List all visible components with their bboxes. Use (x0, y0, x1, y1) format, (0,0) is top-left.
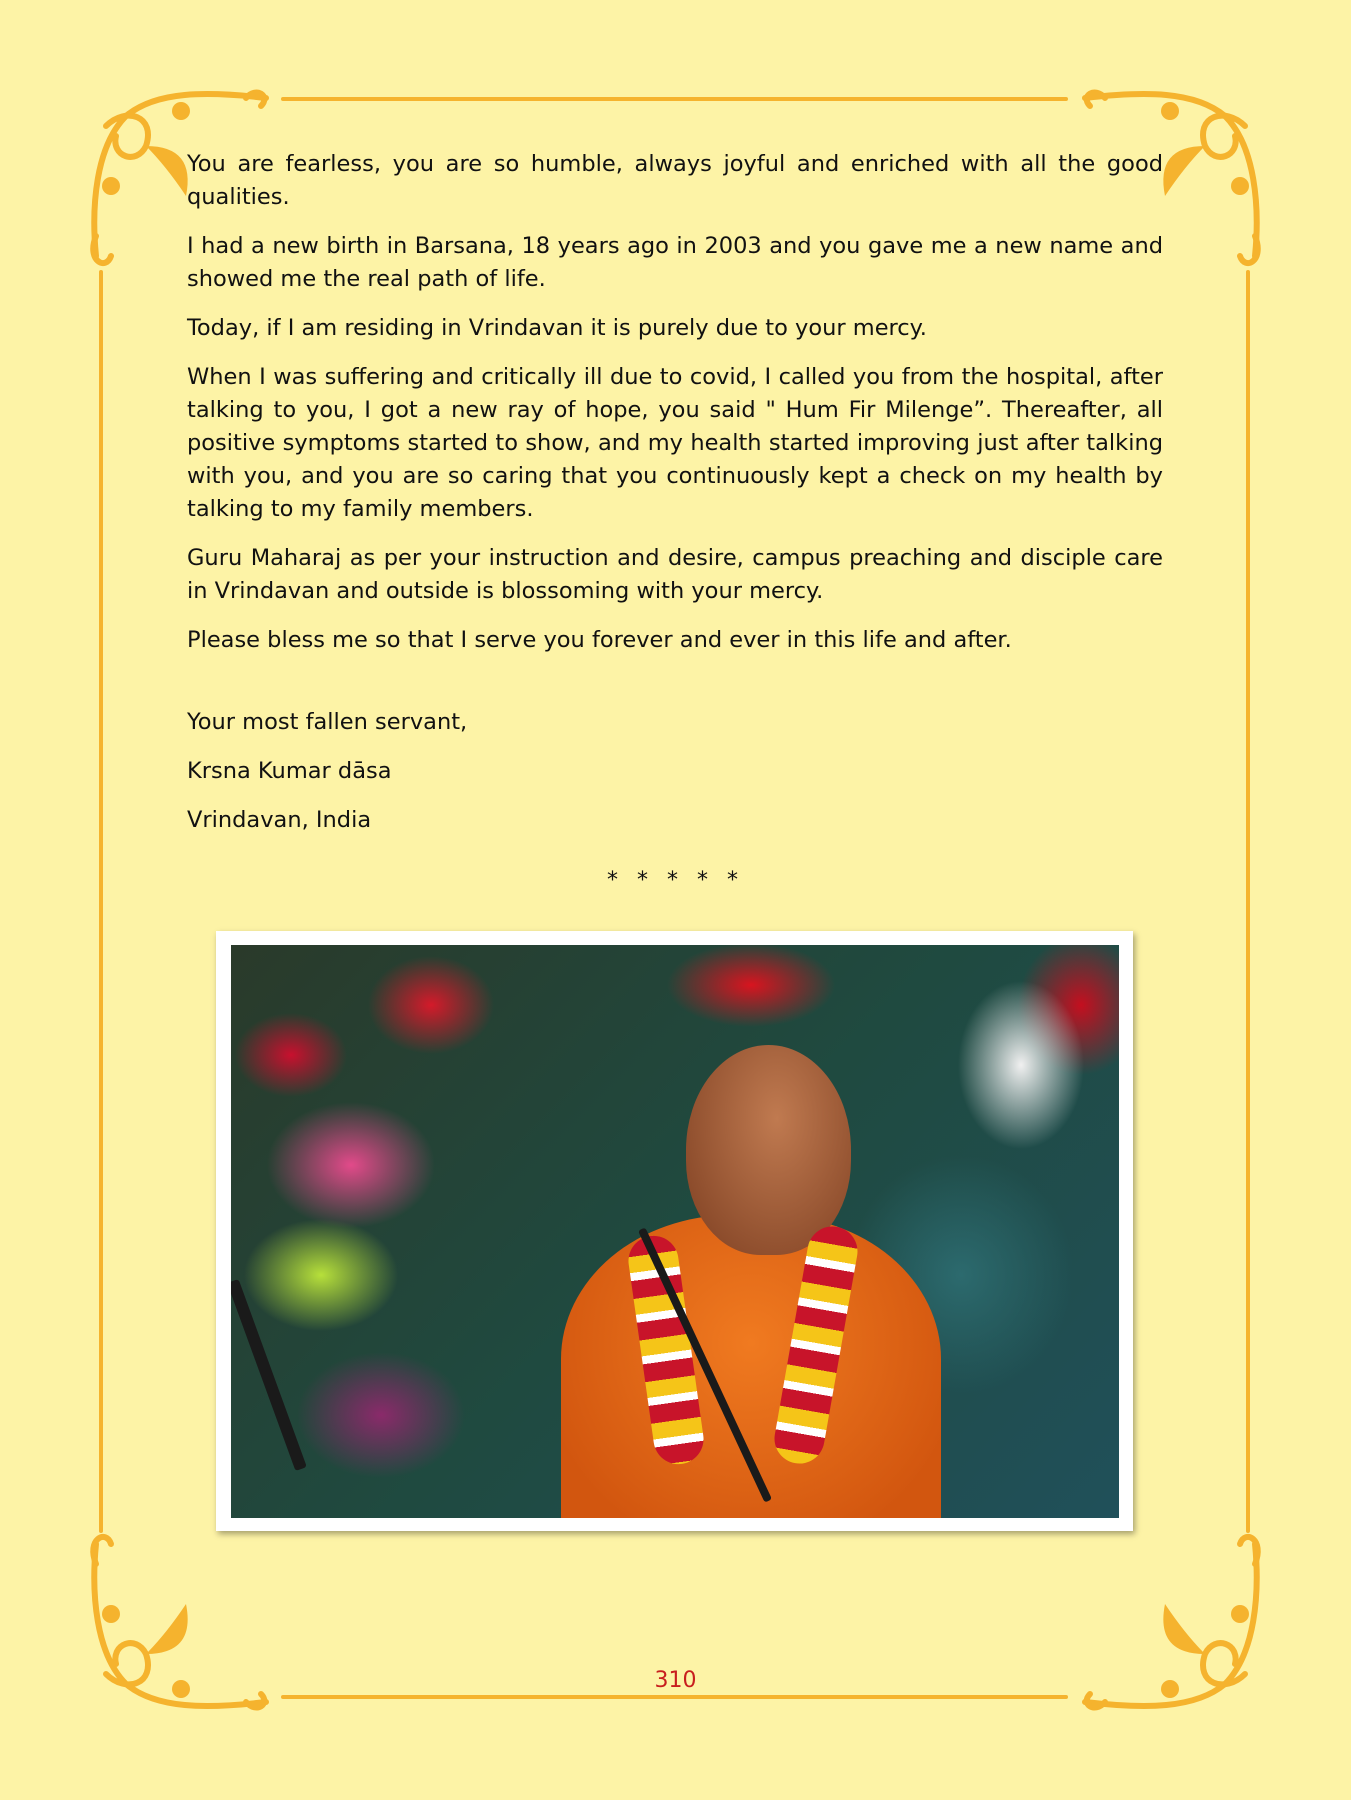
paragraph: Today, if I am residing in Vrindavan it is purely due to your mercy. (187, 315, 927, 341)
paragraph: Guru Maharaj as per your instruction and desire, campus preaching and disciple care in Vrindavan and outside is blossoming with your mercy. (187, 545, 1163, 604)
paragraph: You are fearless, you are so humble, always joyful and enriched with all the good qualities. (187, 151, 1163, 210)
signature: Krsna Kumar dāsa (187, 758, 392, 784)
section-separator: * * * * * (607, 868, 744, 893)
border-right (1246, 270, 1250, 1533)
paragraph: I had a new birth in Barsana, 18 years ago in 2003 and you gave me a new name and showed me the real path of life. (187, 233, 1163, 292)
photo-figure-head (686, 1045, 851, 1255)
photo-frame (216, 931, 1133, 1531)
speaker-photo (231, 945, 1119, 1518)
border-left (99, 270, 103, 1533)
signature-block (187, 706, 1163, 837)
page-number: 310 (654, 1668, 697, 1693)
border-top (281, 97, 1068, 101)
paragraph: Please bless me so that I serve you forever and ever in this life and after. (187, 627, 1012, 653)
border-bottom (281, 1695, 1068, 1699)
location: Vrindavan, India (187, 807, 372, 833)
photo-microphone (231, 1279, 307, 1471)
closing: Your most fallen servant, (187, 709, 468, 735)
letter-body (187, 148, 1163, 853)
paragraph: When I was suffering and critically ill due to covid, I called you from the hospital, after talking to you, I got a new ray of hope, you said " Hum Fir Milenge”. Thereafter, all positive symptoms started to show, and my health started improving just after talking with you, and you are so caring that you continuously kept a check on my health by talking to my family members. (187, 364, 1163, 522)
